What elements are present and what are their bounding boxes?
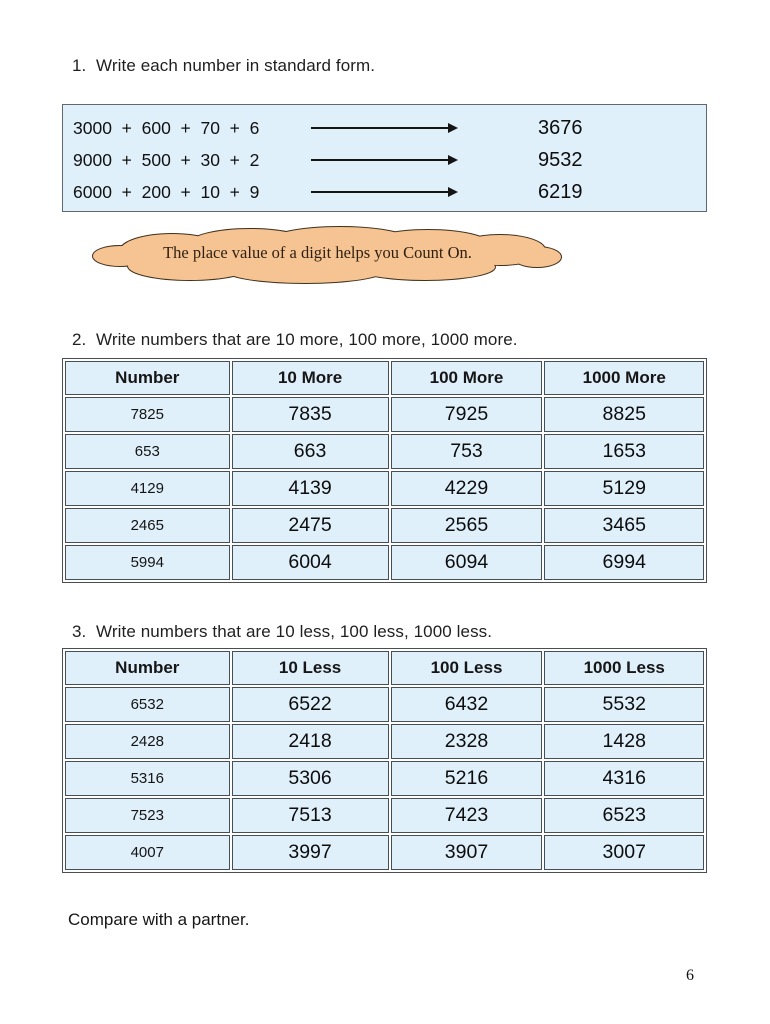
answer-cell: 2565 (391, 508, 543, 543)
answer-cell: 3997 (232, 835, 389, 870)
answer-cell: 2328 (391, 724, 543, 759)
answer-cell: 2418 (232, 724, 389, 759)
answer-cell: 6004 (232, 545, 389, 580)
expanded-form-text: 9000 + 500 + 30 + 2 (73, 149, 260, 170)
answer-cell: 6523 (544, 798, 704, 833)
expanded-form-text: 6000 + 200 + 10 + 9 (73, 181, 260, 202)
page-number: 6 (686, 967, 694, 984)
answer-cell: 6522 (232, 687, 389, 722)
answer-cell: 5129 (544, 471, 704, 506)
table-row (65, 798, 704, 833)
less-table (62, 648, 707, 873)
number-cell: 2465 (65, 508, 230, 543)
answer-cell: 663 (232, 434, 389, 469)
number-cell: 6532 (65, 687, 230, 722)
column-header: 1000 More (544, 361, 704, 395)
column-header: 10 More (232, 361, 389, 395)
arrow-icon (311, 127, 456, 129)
expanded-form-text: 3000 + 600 + 70 + 6 (73, 117, 260, 138)
table-row (65, 545, 704, 580)
section2-title: 2. Write numbers that are 10 more, 100 more, 1000 more. (72, 330, 518, 349)
table-row (65, 761, 704, 796)
standard-form-answer: 6219 (538, 180, 583, 203)
answer-cell: 2475 (232, 508, 389, 543)
answer-cell: 5306 (232, 761, 389, 796)
equation-row (73, 176, 696, 208)
answer-cell: 4316 (544, 761, 704, 796)
answer-cell: 1428 (544, 724, 704, 759)
number-cell: 5316 (65, 761, 230, 796)
callout-text: The place value of a digit helps you Count On. (163, 243, 472, 263)
answer-cell: 6432 (391, 687, 543, 722)
answer-cell: 6094 (391, 545, 543, 580)
arrow-icon (311, 159, 456, 161)
column-header: 100 More (391, 361, 543, 395)
standard-form-panel (62, 104, 707, 212)
cloud-callout (90, 220, 563, 288)
number-cell: 653 (65, 434, 230, 469)
table-header-row (65, 651, 704, 685)
arrow-icon (311, 191, 456, 193)
column-header: Number (65, 651, 230, 685)
answer-cell: 5216 (391, 761, 543, 796)
standard-form-answer: 3676 (538, 116, 583, 139)
answer-cell: 3907 (391, 835, 543, 870)
answer-cell: 7423 (391, 798, 543, 833)
column-header: 100 Less (391, 651, 543, 685)
answer-cell: 6994 (544, 545, 704, 580)
answer-cell: 753 (391, 434, 543, 469)
table-header-row (65, 361, 704, 395)
table-row (65, 835, 704, 870)
more-table (62, 358, 707, 583)
answer-cell: 3007 (544, 835, 704, 870)
answer-cell: 5532 (544, 687, 704, 722)
section3-title: 3. Write numbers that are 10 less, 100 less, 1000 less. (72, 622, 493, 641)
answer-cell: 7925 (391, 397, 543, 432)
number-cell: 4129 (65, 471, 230, 506)
number-cell: 7523 (65, 798, 230, 833)
answer-cell: 4139 (232, 471, 389, 506)
section1-title: 1. Write each number in standard form. (72, 56, 376, 75)
table-row (65, 724, 704, 759)
answer-cell: 3465 (544, 508, 704, 543)
answer-cell: 7835 (232, 397, 389, 432)
answer-cell: 1653 (544, 434, 704, 469)
standard-form-answer: 9532 (538, 148, 583, 171)
number-cell: 2428 (65, 724, 230, 759)
column-header: 10 Less (232, 651, 389, 685)
column-header: 1000 Less (544, 651, 704, 685)
answer-cell: 7513 (232, 798, 389, 833)
number-cell: 5994 (65, 545, 230, 580)
table-row (65, 508, 704, 543)
table-row (65, 687, 704, 722)
table-row (65, 434, 704, 469)
table-row (65, 471, 704, 506)
footer-instruction: Compare with a partner. (68, 910, 250, 929)
equation-row (73, 144, 696, 176)
equation-row (73, 112, 696, 144)
number-cell: 7825 (65, 397, 230, 432)
answer-cell: 4229 (391, 471, 543, 506)
number-cell: 4007 (65, 835, 230, 870)
answer-cell: 8825 (544, 397, 704, 432)
table-row (65, 397, 704, 432)
column-header: Number (65, 361, 230, 395)
